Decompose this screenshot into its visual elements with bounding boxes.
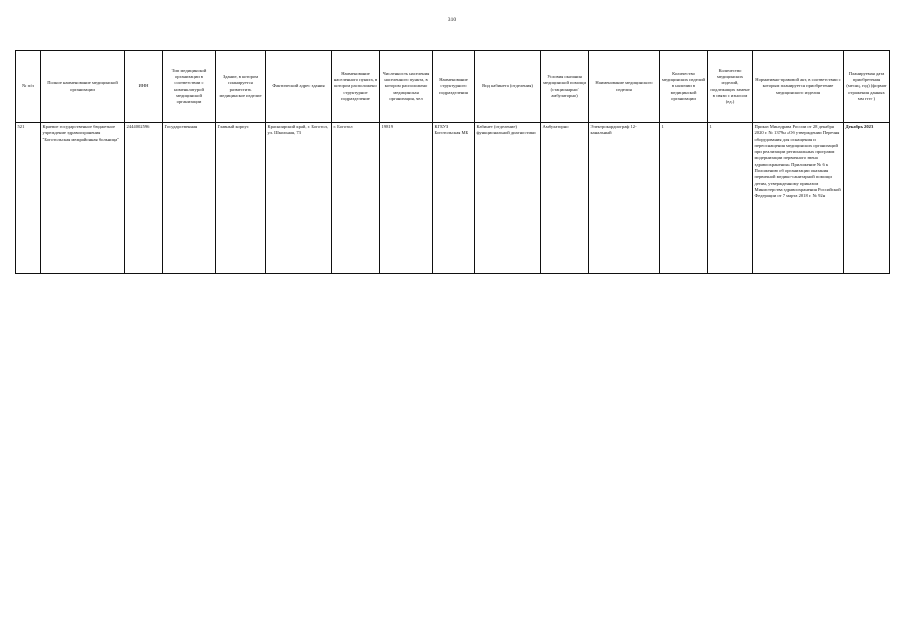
header-cell: Численность населения населенного пункта, в котором расположено медицинская организация, чел (380, 51, 433, 123)
table-cell: КГБУЗ Боготольская МБ (433, 123, 475, 274)
page-number: 310 (447, 17, 457, 23)
table-cell: Приказ Минздрава России от 28 декабря 2020 г. № 1379н «Об утверждении Перечня оборудования для оснащения и переоснащения медицинских организаций при реализации региональных программ модернизации первичного звена здравоохранения» Приложение № 6 к Положению об организации оказания первичной медико-санитарной помощи детям, утвержденному приказом Министерства здравоохранения Российской Федерации от 7 марта 2018 г. № 92н (753, 123, 844, 274)
table-cell: Красноярский край, г. Боготол, ул. Школьная, 73 (266, 123, 332, 274)
table-cell: Кабинет (отделение) функциональной диагностики (475, 123, 541, 274)
table-cell: Главный корпус (216, 123, 266, 274)
header-cell: Наименование населенного пункта, в котором расположено структурное подразделение (332, 51, 380, 123)
table-cell: Амбулаторно (541, 123, 589, 274)
header-cell: Наименование структурного подразделения (433, 51, 475, 123)
header-cell: Количество медицинских изделий в наличии в медицинской организации (660, 51, 708, 123)
header-cell: Полное наименование медицинской организации (41, 51, 125, 123)
header-cell: Планируемая дата приобретения (месяц, год) (формат отражения данных мм гггг ) (844, 51, 890, 123)
table-cell: Краевое государственное бюджетное учреждение здравоохранения "Боготольская межрайонная больница" (41, 123, 125, 274)
table-cell: Декабрь 2023 (844, 123, 890, 274)
header-cell: Тип медицинской организации в соответствии с номенклатурой медицинской организации (163, 51, 216, 123)
header-cell: ИНН (125, 51, 163, 123)
table-row (16, 123, 890, 274)
header-cell: Условия оказания медицинской помощи (стационарно/ амбулаторно) (541, 51, 589, 123)
header-cell: Количество медицинских изделий, подлежащих замене в связи с износом (ед.) (708, 51, 753, 123)
header-cell: Вид кабинета (отделения) (475, 51, 541, 123)
table-cell: 2444002596 (125, 123, 163, 274)
header-cell: Нормативно-правовой акт, в соответствии с которым планируется приобретение медицинского изделия (753, 51, 844, 123)
header-cell: Наименование медицинского изделия (589, 51, 660, 123)
table-cell: 1 (660, 123, 708, 274)
equipment-registry-table (15, 50, 890, 274)
header-cell: № п/п (16, 51, 41, 123)
header-cell: Здание, в котором планируется разместить медицинское изделие (216, 51, 266, 123)
table-cell: Государственная (163, 123, 216, 274)
table-header-row (16, 51, 890, 123)
table-cell: г. Боготол (332, 123, 380, 274)
table-cell: Электрокардиограф 12-канальный (589, 123, 660, 274)
table-cell: 1 (708, 123, 753, 274)
table-cell: 19819 (380, 123, 433, 274)
table-cell: 521 (16, 123, 41, 274)
header-cell: Фактический адрес здания (266, 51, 332, 123)
